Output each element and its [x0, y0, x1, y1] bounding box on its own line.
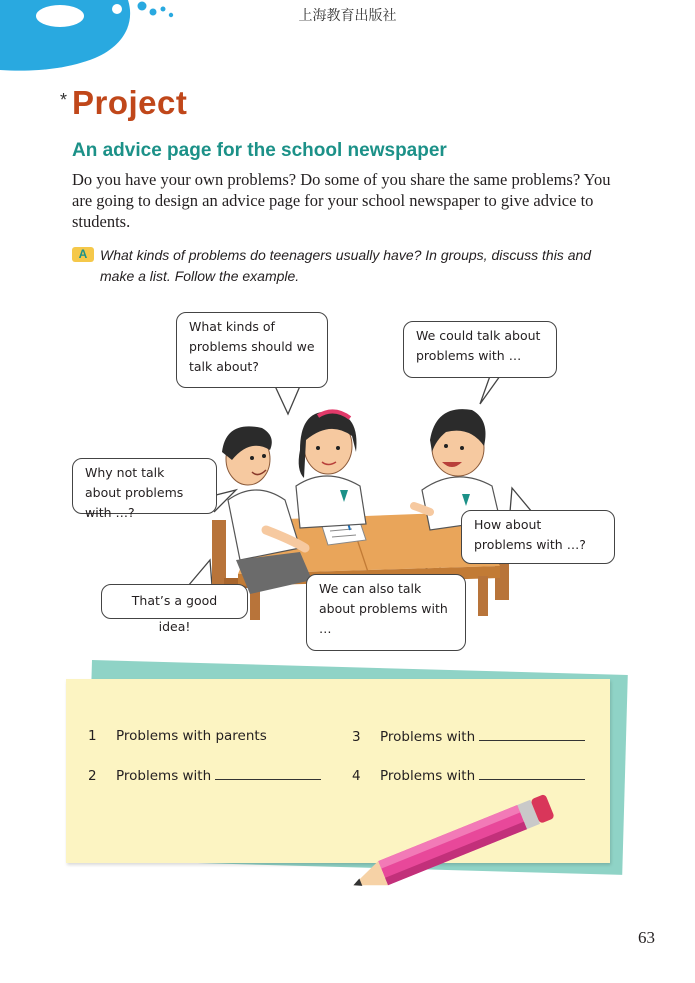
task-label-badge: A	[72, 247, 94, 262]
list-item-number: 3	[352, 729, 361, 745]
speech-bubble-could-talk: We could talk about problems with …	[403, 321, 557, 378]
list-item-number: 1	[88, 728, 97, 744]
task-instruction: What kinds of problems do teenagers usually have? In groups, discuss this and make a list. Follow the example.	[100, 247, 592, 284]
list-item-text: Problems with	[116, 768, 212, 784]
speech-bubble-good-idea: That’s a good idea!	[101, 584, 248, 619]
section-subtitle: An advice page for the school newspaper	[72, 140, 447, 161]
publisher-name: 上海教育出版社	[298, 8, 397, 24]
page-title: Project	[72, 84, 188, 121]
page-number: 63	[638, 928, 655, 947]
speech-bubble-how-about: How about problems with …?	[461, 510, 615, 564]
list-item-text: Problems with	[380, 729, 476, 745]
intro-paragraph: Do you have your own problems? Do some of you share the same problems? You are going to design an advice page for your school newspaper to give advice to students.	[72, 170, 611, 231]
list-item-text: Problems with parents	[116, 728, 267, 744]
speech-bubble-also-talk: We can also talk about problems with …	[306, 574, 466, 651]
list-item-text: Problems with	[380, 768, 476, 784]
speech-bubble-why-not: Why not talk about problems with …?	[72, 458, 217, 514]
list-item-number: 2	[88, 768, 97, 784]
optional-star: *	[60, 90, 68, 110]
speech-bubble-what-kinds: What kinds of problems should we talk about?	[176, 312, 328, 388]
list-item-number: 4	[352, 768, 361, 784]
